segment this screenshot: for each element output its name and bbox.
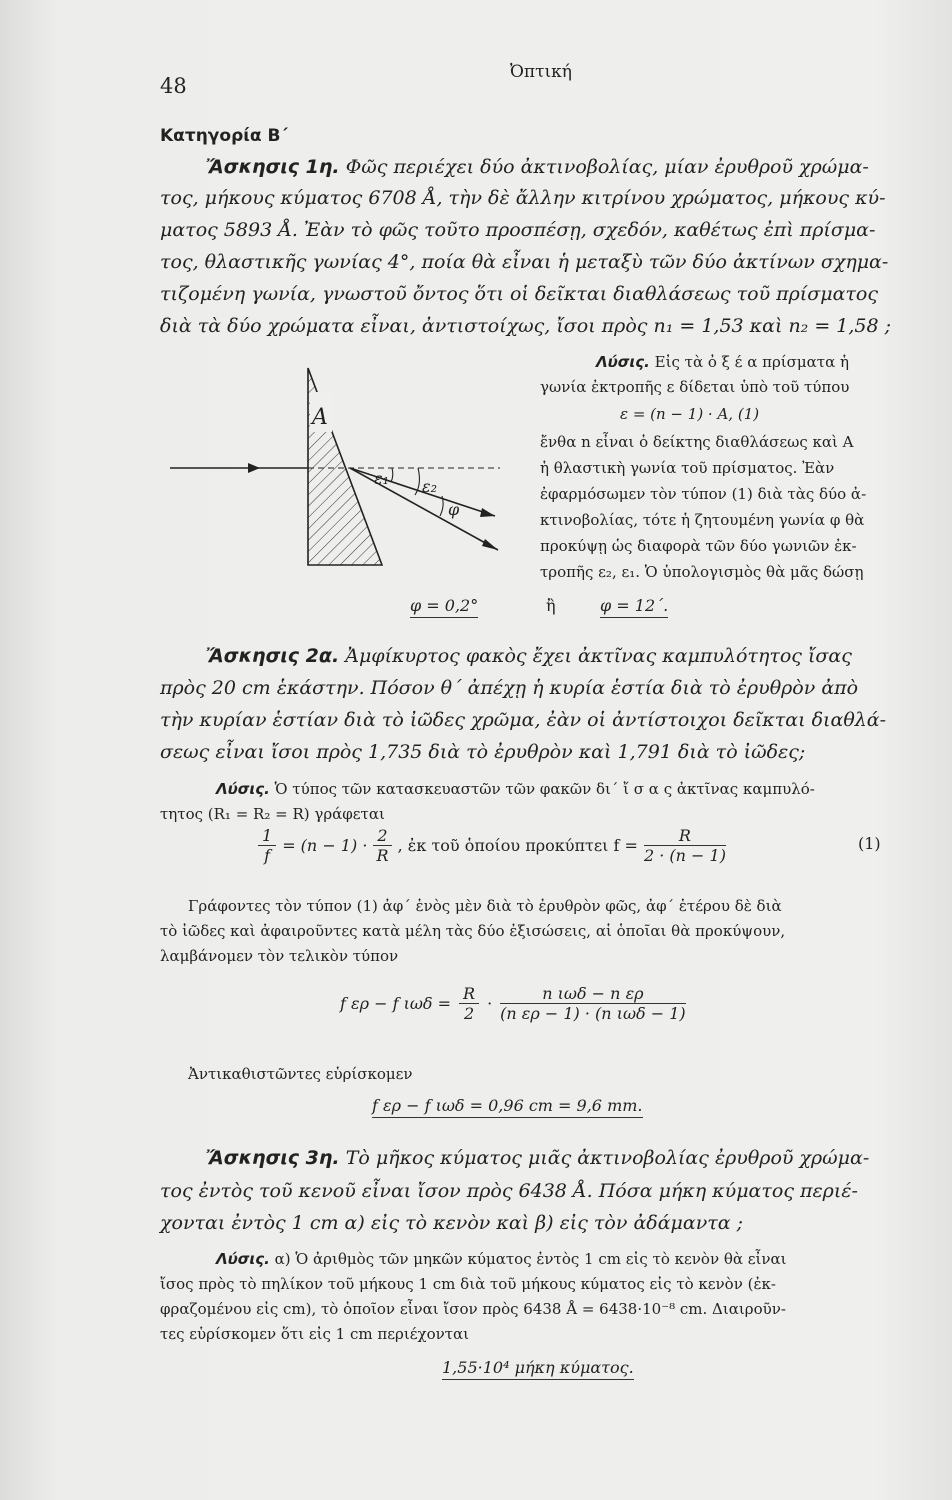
eq2-fraction-mid [459,984,479,1023]
eq1-fraction-right [644,826,726,865]
solution-3-line-4: τες εὑρίσκομεν ὅτι εἰς 1 cm περιέχονται [160,1325,470,1343]
exercise-2-text: Ἀμφίκυρτος φακὸς ἔχει ἀκτῖνας καμπυλότητος ἴσας [345,645,852,667]
exercise-1-label: Ἄσκησις 1η. [206,156,340,178]
paragraph-line-2: τὸ ἰῶδες καὶ ἀφαιροῦντες κατὰ μέλη τὰς δύο ἐξισώσεις, αἱ ὁποῖαι θὰ προκύψουν, [160,922,786,940]
solution-2-line-1 [216,777,815,801]
yellow-ray-arrow-icon [482,539,498,550]
exercise-3-label: Ἄσκησις 3η. [206,1147,340,1169]
result-2-text: f ερ − f ιωδ = 0,96 cm = 9,6 mm. [372,1096,643,1118]
result-1b-text: φ = 12΄. [600,596,668,618]
exercise-3-line-3: χονται ἐντὸς 1 cm α) εἰς τὸ κενὸν καὶ β) εἰς τὸν ἀδάμαντα ; [160,1212,744,1234]
eq2-right-den: (n ερ − 1) · (n ιωδ − 1) [500,1004,686,1023]
exercise-1-line-1 [206,152,869,183]
eq2-fraction-right [500,984,685,1023]
label-phi: φ [448,500,460,519]
solution-1-formula: ε = (n − 1) · A, (1) [620,405,760,423]
exercise-3-line-2: τος ἐντὸς τοῦ κενοῦ εἶναι ἴσον πρὸς 6438 Å. Πόσα μήκη κύματος περιέ- [160,1180,858,1202]
paragraph-line-1: Γράφοντες τὸν τύπον (1) ἀφ΄ ἑνὸς μὲν διὰ τὸ ἐρυθρὸν φῶς, ἀφ΄ ἑτέρου δὲ διὰ [188,897,782,915]
solution-3-line-2: ἴσος πρὸς τὸ πηλίκον τοῦ μήκους 1 cm διὰ τοῦ μήκους κύματος εἰς τὸ κενὸν (ἐκ- [160,1275,776,1293]
prism-diagram [160,360,505,575]
solution-1-line-1 [596,350,849,374]
angle-arc-e1 [391,468,393,482]
exercise-1-line-3: ματος 5893 Å. Ἐὰν τὸ φῶς τοῦτο προσπέσῃ, σχεδόν, καθέτως ἐπὶ πρίσμα- [160,219,876,241]
section-title: Κατηγορία Β΄ [160,126,288,146]
result-3 [442,1358,634,1377]
result-1a [410,596,478,615]
solution-2-line-2: τητος (R₁ = R₂ = R) γράφεται [160,805,385,823]
exercise-1-line-4: τος, θλαστικῆς γωνίας 4°, ποία θὰ εἶναι ἡ μεταξὺ τῶν δύο ἀκτίνων σχημα- [160,251,889,273]
exercise-3-text: Τὸ μῆκος κύματος μιᾶς ἀκτινοβολίας ἐρυθροῦ χρώμα- [345,1147,870,1169]
exercise-2-label: Ἄσκησις 2α. [206,645,340,667]
eq2-mid-num: R [459,984,479,1004]
solution-1-line-9: τροπῆς ε₂, ε₁. Ὁ ὑπολογισμὸς θὰ μᾶς δώσῃ [540,563,864,581]
equation-2 [340,984,686,1023]
solution-1-line-8: προκύψῃ ὡς διαφορὰ τῶν δύο γωνιῶν ἐκ- [540,537,857,555]
result-1a-text: φ = 0,2° [410,596,478,618]
solution-3-line-3: φραζομένου εἰς cm), τὸ ὁποῖον εἶναι ἴσον πρὸς 6438 Å = 6438·10⁻⁸ cm. Διαιροῦν- [160,1300,786,1318]
result-1b [600,596,668,615]
page-number: 48 [160,74,187,98]
exercise-1-line-6: διὰ τὰ δύο χρώματα εἶναι, ἀντιστοίχως, ἴσοι πρὸς n₁ = 1,53 καὶ n₂ = 1,58 ; [160,315,892,337]
solution-1-line-7: κτινοβολίας, τότε ἡ ζητουμένη γωνία φ θὰ [540,511,865,529]
exercise-1-line-5: τιζομένη γωνία, γνωστοῦ ὄντος ὅτι οἱ δεῖκται διαθλάσεως τοῦ πρίσματος [160,283,879,305]
solution-1-label: Λύσις. [596,353,650,371]
result-3-text: 1,55·10⁴ μήκη κύματος. [442,1358,634,1380]
substitution-line: Ἀντικαθιστῶντες εὑρίσκομεν [188,1065,413,1083]
eq1-mid-den: R [376,846,389,865]
solution-3-line-1 [216,1247,787,1271]
label-e2: ε₂ [422,477,437,496]
eq1-fraction-mid [373,826,391,865]
solution-2-text: Ὁ τύπος τῶν κατασκευαστῶν τῶν φακῶν δι΄ ἴ σ α ς ἀκτῖνας καμπυλό- [274,780,815,798]
equation-1 [258,826,726,865]
eq2-lhs: f ερ − f ιωδ = [340,994,452,1013]
incident-arrow-icon [248,463,260,473]
solution-1-line-2: γωνία ἐκτροπῆς ε δίδεται ὑπὸ τοῦ τύπου [540,378,850,396]
solution-3-label: Λύσις. [216,1250,270,1268]
paragraph-line-3: λαμβάνομεν τὸν τελικὸν τύπον [160,947,399,965]
exercise-3-line-1 [206,1143,869,1174]
label-e1: ε₁ [374,469,389,488]
exercise-2-line-3: τὴν κυρίαν ἑστίαν διὰ τὸ ἰῶδες χρῶμα, ἐὰν οἱ ἀντίστοιχοι δεῖκται διαθλά- [160,709,887,731]
solution-2-label: Λύσις. [216,780,270,798]
exercise-1-text: Φῶς περιέχει δύο ἀκτινοβολίας, μίαν ἐρυθροῦ χρώμα- [345,156,869,178]
eq1-right-den: 2 · (n − 1) [643,846,726,865]
eq2-dot: · [487,994,493,1013]
solution-1-line-4: ἔνθα n εἶναι ὁ δείκτης διαθλάσεως καὶ A [540,433,854,451]
eq1-mid-num: 2 [373,826,391,846]
solution-3-text: α) Ὁ ἀριθμὸς τῶν μηκῶν κύματος ἐντὸς 1 cm εἰς τὸ κενὸν θὰ εἶναι [274,1250,787,1268]
result-1-or: ἢ [546,596,556,615]
eq1-mid: = (n − 1) · [282,836,368,855]
exercise-2-line-1 [206,641,852,672]
prism-angle-label: A [312,405,328,430]
eq1-right-num: R [644,826,726,846]
equation-1-tag: (1) [858,834,881,853]
eq2-mid-den: 2 [463,1004,475,1023]
exercise-2-line-2: πρὸς 20 cm ἑκάστην. Πόσον θ΄ ἀπέχῃ ἡ κυρία ἑστία διὰ τὸ ἐρυθρὸν ἀπὸ [160,677,859,699]
eq1-left-num: 1 [258,826,276,846]
red-ray-arrow-icon [480,508,495,517]
eq1-text: , ἐκ τοῦ ὁποίου προκύπτει f = [397,836,638,855]
solution-1-line-6: ἐφαρμόσωμεν τὸν τύπον (1) διὰ τὰς δύο ἀ- [540,485,867,503]
solution-1-line-5: ἡ θλαστικὴ γωνία τοῦ πρίσματος. Ἐὰν [540,459,835,477]
exercise-2-line-4: σεως εἶναι ἴσοι πρὸς 1,735 διὰ τὸ ἐρυθρὸν καὶ 1,791 διὰ τὸ ἰῶδες; [160,741,806,763]
solution-1-text: Εἰς τὰ ὀ ξ έ α πρίσματα ἡ [654,353,849,371]
eq2-right-num: n ιωδ − n ερ [500,984,685,1004]
eq1-fraction-left [258,826,276,865]
exercise-1-line-2: τος, μήκους κύματος 6708 Å, τὴν δὲ ἄλλην κιτρίνου χρώματος, μήκους κύ- [160,187,886,209]
running-title: Ὀπτική [510,62,572,82]
result-2 [372,1096,643,1115]
eq1-left-den: f [264,846,271,865]
